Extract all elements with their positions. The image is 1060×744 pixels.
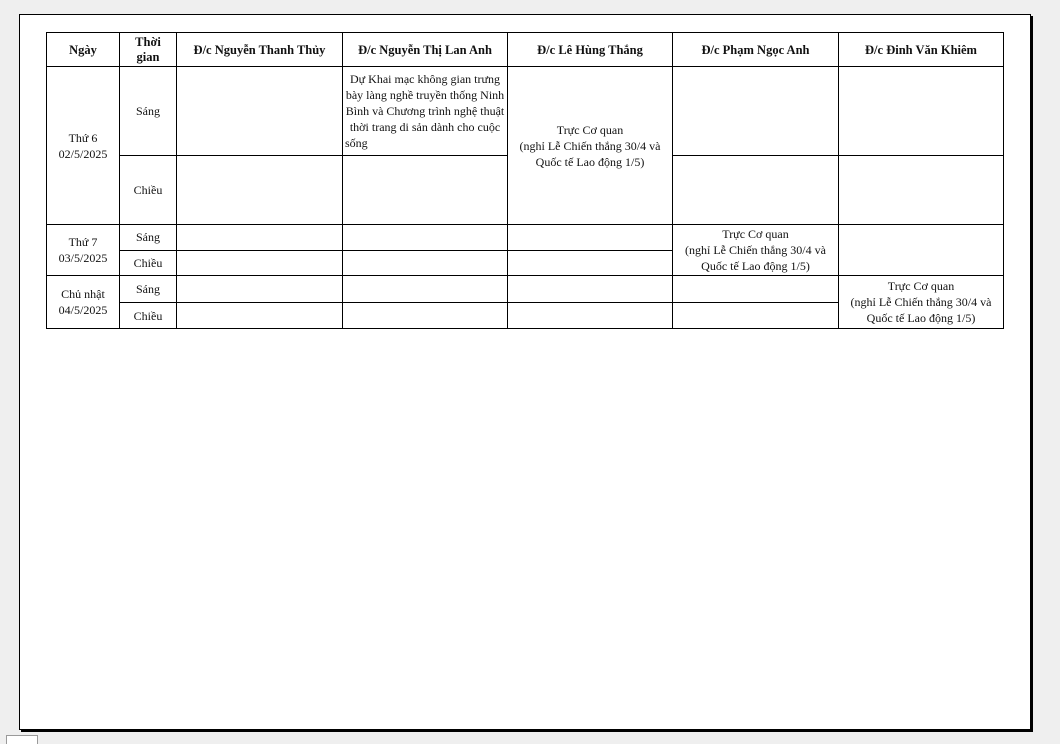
day-cell-sunday bbox=[47, 276, 120, 329]
header-row bbox=[47, 33, 1004, 67]
duty-title: Trực Cơ quan bbox=[556, 122, 624, 137]
day-cell-friday bbox=[47, 67, 120, 225]
time-cell-afternoon: Chiều bbox=[120, 156, 177, 225]
schedule-cell bbox=[508, 303, 673, 329]
table-row bbox=[47, 67, 1004, 156]
duty-note-line1: (nghỉ Lễ Chiến thắng 30/4 và bbox=[685, 243, 826, 257]
table-row bbox=[47, 225, 1004, 251]
schedule-cell bbox=[673, 303, 839, 329]
time-cell-afternoon: Chiều bbox=[120, 250, 177, 276]
duty-cell-dinh-van-khiem bbox=[839, 276, 1004, 329]
day-cell-saturday bbox=[47, 225, 120, 276]
schedule-cell bbox=[343, 250, 508, 276]
schedule-cell bbox=[673, 276, 839, 303]
schedule-cell bbox=[673, 67, 839, 156]
schedule-cell bbox=[343, 156, 508, 225]
duty-note-line2: Quốc tế Lao động 1/5) bbox=[535, 154, 645, 169]
schedule-cell bbox=[839, 156, 1004, 225]
schedule-cell bbox=[508, 250, 673, 276]
schedule-cell bbox=[177, 225, 343, 251]
day-date: 02/5/2025 bbox=[58, 146, 108, 161]
day-date: 03/5/2025 bbox=[58, 251, 108, 265]
day-label: Thứ 7 bbox=[68, 235, 98, 249]
duty-note-line2: Quốc tế Lao động 1/5) bbox=[866, 311, 976, 325]
schedule-cell bbox=[508, 225, 673, 251]
duty-cell-le-hung-thang bbox=[508, 67, 673, 225]
schedule-cell bbox=[673, 156, 839, 225]
header-pham-ngoc-anh: Đ/c Phạm Ngọc Anh bbox=[673, 33, 839, 67]
duty-note-line1: (nghỉ Lễ Chiến thắng 30/4 và bbox=[850, 295, 992, 309]
time-cell-morning: Sáng bbox=[120, 67, 177, 156]
work-schedule-table bbox=[46, 32, 1004, 329]
schedule-cell bbox=[177, 303, 343, 329]
header-day: Ngày bbox=[47, 33, 120, 67]
duty-note-line2: Quốc tế Lao động 1/5) bbox=[701, 259, 810, 273]
schedule-cell bbox=[177, 156, 343, 225]
time-cell-afternoon: Chiều bbox=[120, 303, 177, 329]
schedule-cell bbox=[343, 225, 508, 251]
day-label: Chủ nhật bbox=[61, 287, 105, 301]
header-time bbox=[120, 33, 177, 67]
schedule-cell bbox=[343, 276, 508, 303]
header-dinh-van-khiem: Đ/c Đinh Văn Khiêm bbox=[839, 33, 1004, 67]
schedule-cell bbox=[177, 250, 343, 276]
schedule-cell bbox=[839, 225, 1004, 276]
schedule-cell bbox=[177, 67, 343, 156]
event-cell: Dự Khai mạc không gian trưng bày làng nghề truyền thống Ninh Bình và Chương trình nghệ thuật thời trang di sản dành cho cuộc sống bbox=[343, 67, 508, 156]
header-nguyen-thi-lan-anh: Đ/c Nguyễn Thị Lan Anh bbox=[343, 33, 508, 67]
schedule-cell bbox=[343, 303, 508, 329]
day-label: Thứ 6 bbox=[68, 130, 98, 145]
duty-title: Trực Cơ quan bbox=[722, 227, 789, 241]
table-row bbox=[47, 276, 1004, 303]
time-cell-morning: Sáng bbox=[120, 225, 177, 251]
duty-note-line1: (nghỉ Lễ Chiến thắng 30/4 và bbox=[519, 138, 661, 153]
header-nguyen-thanh-thuy: Đ/c Nguyễn Thanh Thủy bbox=[177, 33, 343, 67]
duty-title: Trực Cơ quan bbox=[887, 279, 955, 293]
duty-cell-pham-ngoc-anh bbox=[673, 225, 839, 276]
header-time-label: Thời gian bbox=[135, 34, 161, 64]
schedule-cell bbox=[508, 276, 673, 303]
header-le-hung-thang: Đ/c Lê Hùng Thắng bbox=[508, 33, 673, 67]
day-date: 04/5/2025 bbox=[58, 303, 108, 317]
schedule-cell bbox=[839, 67, 1004, 156]
time-cell-morning: Sáng bbox=[120, 276, 177, 303]
schedule-cell bbox=[177, 276, 343, 303]
document-page bbox=[19, 14, 1031, 730]
